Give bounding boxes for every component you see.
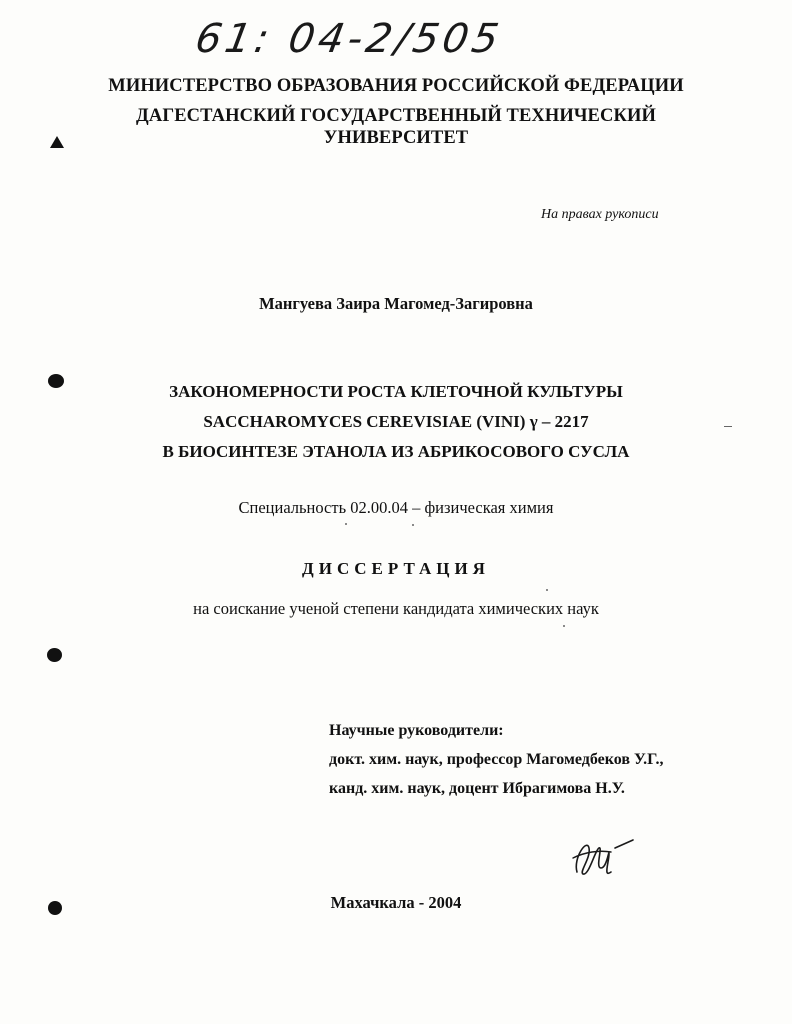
ministry-name: МИНИСТЕРСТВО ОБРАЗОВАНИЯ РОССИЙСКОЙ ФЕДЕРАЦИИ <box>108 76 684 96</box>
degree-line: на соискание ученой степени кандидата химических наук <box>193 599 599 618</box>
title-line-3: В БИОСИНТЕЗЕ ЭТАНОЛА ИЗ АБРИКОСОВОГО СУСЛА <box>162 442 630 461</box>
specialty: Специальность 02.00.04 – физическая химия <box>238 498 554 517</box>
manuscript-rights: На правах рукописи <box>541 207 659 222</box>
scan-speck <box>563 625 565 627</box>
binder-hole-mark <box>48 134 66 150</box>
supervisors-heading: Научные руководители: <box>329 722 504 739</box>
scan-speck <box>412 524 414 526</box>
scan-speck <box>724 426 732 427</box>
document-type: ДИССЕРТАЦИЯ <box>302 559 490 578</box>
university-name-line1: ДАГЕСТАНСКИЙ ГОСУДАРСТВЕННЫЙ ТЕХНИЧЕСКИЙ <box>136 106 656 126</box>
city-year: Махачкала - 2004 <box>330 893 462 912</box>
archive-number: 61: 04-2/505 <box>191 16 506 62</box>
binder-hole-mark <box>47 648 62 662</box>
author-name: Мангуева Заира Магомед-Загировна <box>259 294 533 313</box>
signature <box>565 828 640 883</box>
binder-hole-mark <box>48 901 62 915</box>
university-name-line2: УНИВЕРСИТЕТ <box>323 128 469 148</box>
supervisor-2: канд. хим. наук, доцент Ибрагимова Н.У. <box>329 780 625 797</box>
supervisor-1: докт. хим. наук, профессор Магомедбеков У.Г., <box>329 751 664 768</box>
title-line-1: ЗАКОНОМЕРНОСТИ РОСТА КЛЕТОЧНОЙ КУЛЬТУРЫ <box>169 382 623 401</box>
title-line-2: SACCHAROMYCES CEREVISIAE (VINI) γ – 2217 <box>203 412 589 431</box>
scan-speck <box>546 589 548 591</box>
binder-hole-mark <box>48 374 64 388</box>
scan-speck <box>345 523 347 525</box>
